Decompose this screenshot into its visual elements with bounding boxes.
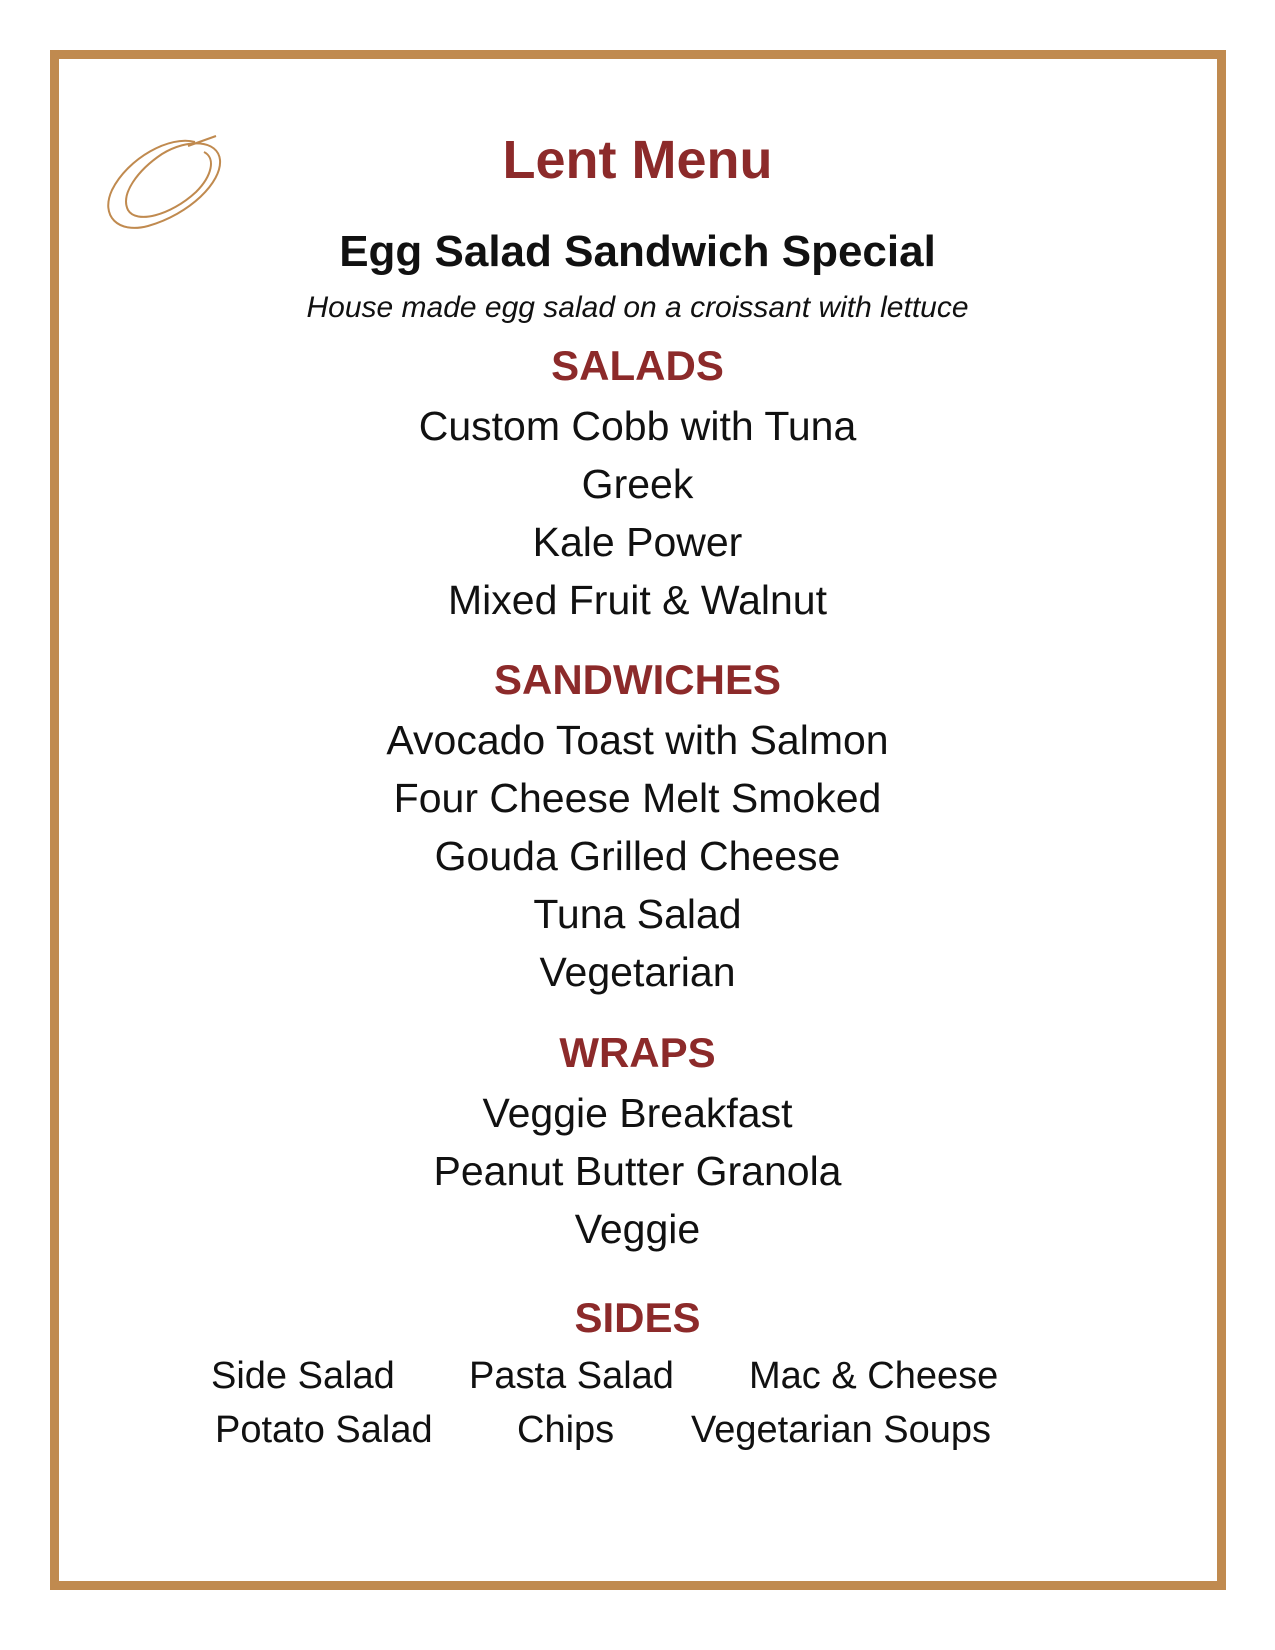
menu-title: Lent Menu — [502, 130, 773, 190]
side-item: Side Salad — [211, 1355, 395, 1397]
sandwich-item: Avocado Toast with Salmon — [386, 717, 889, 763]
salad-item: Custom Cobb with Tuna — [418, 403, 857, 449]
wraps-heading: WRAPS — [559, 1029, 716, 1076]
special-name: Egg Salad Sandwich Special — [339, 227, 936, 276]
side-item: Potato Salad — [215, 1409, 433, 1451]
sandwich-item: Four Cheese Melt Smoked — [393, 775, 882, 821]
side-item: Chips — [517, 1409, 615, 1451]
sandwich-item: Gouda Grilled Cheese — [434, 833, 841, 879]
wrap-item: Peanut Butter Granola — [433, 1148, 842, 1194]
sandwich-item: Vegetarian — [539, 949, 736, 995]
salad-item: Kale Power — [532, 519, 743, 565]
salad-item: Mixed Fruit & Walnut — [448, 577, 827, 623]
wrap-item: Veggie — [574, 1206, 701, 1252]
special-description: House made egg salad on a croissant with lettuce — [306, 291, 969, 324]
sides-heading: SIDES — [574, 1294, 701, 1341]
side-item: Vegetarian Soups — [691, 1409, 992, 1451]
wrap-item: Veggie Breakfast — [482, 1090, 793, 1136]
salads-heading: SALADS — [551, 342, 724, 389]
sandwich-item: Tuna Salad — [533, 891, 742, 937]
salad-item: Greek — [581, 461, 694, 507]
side-item: Pasta Salad — [469, 1355, 674, 1397]
side-item: Mac & Cheese — [749, 1355, 999, 1397]
sandwiches-heading: SANDWICHES — [493, 656, 781, 703]
